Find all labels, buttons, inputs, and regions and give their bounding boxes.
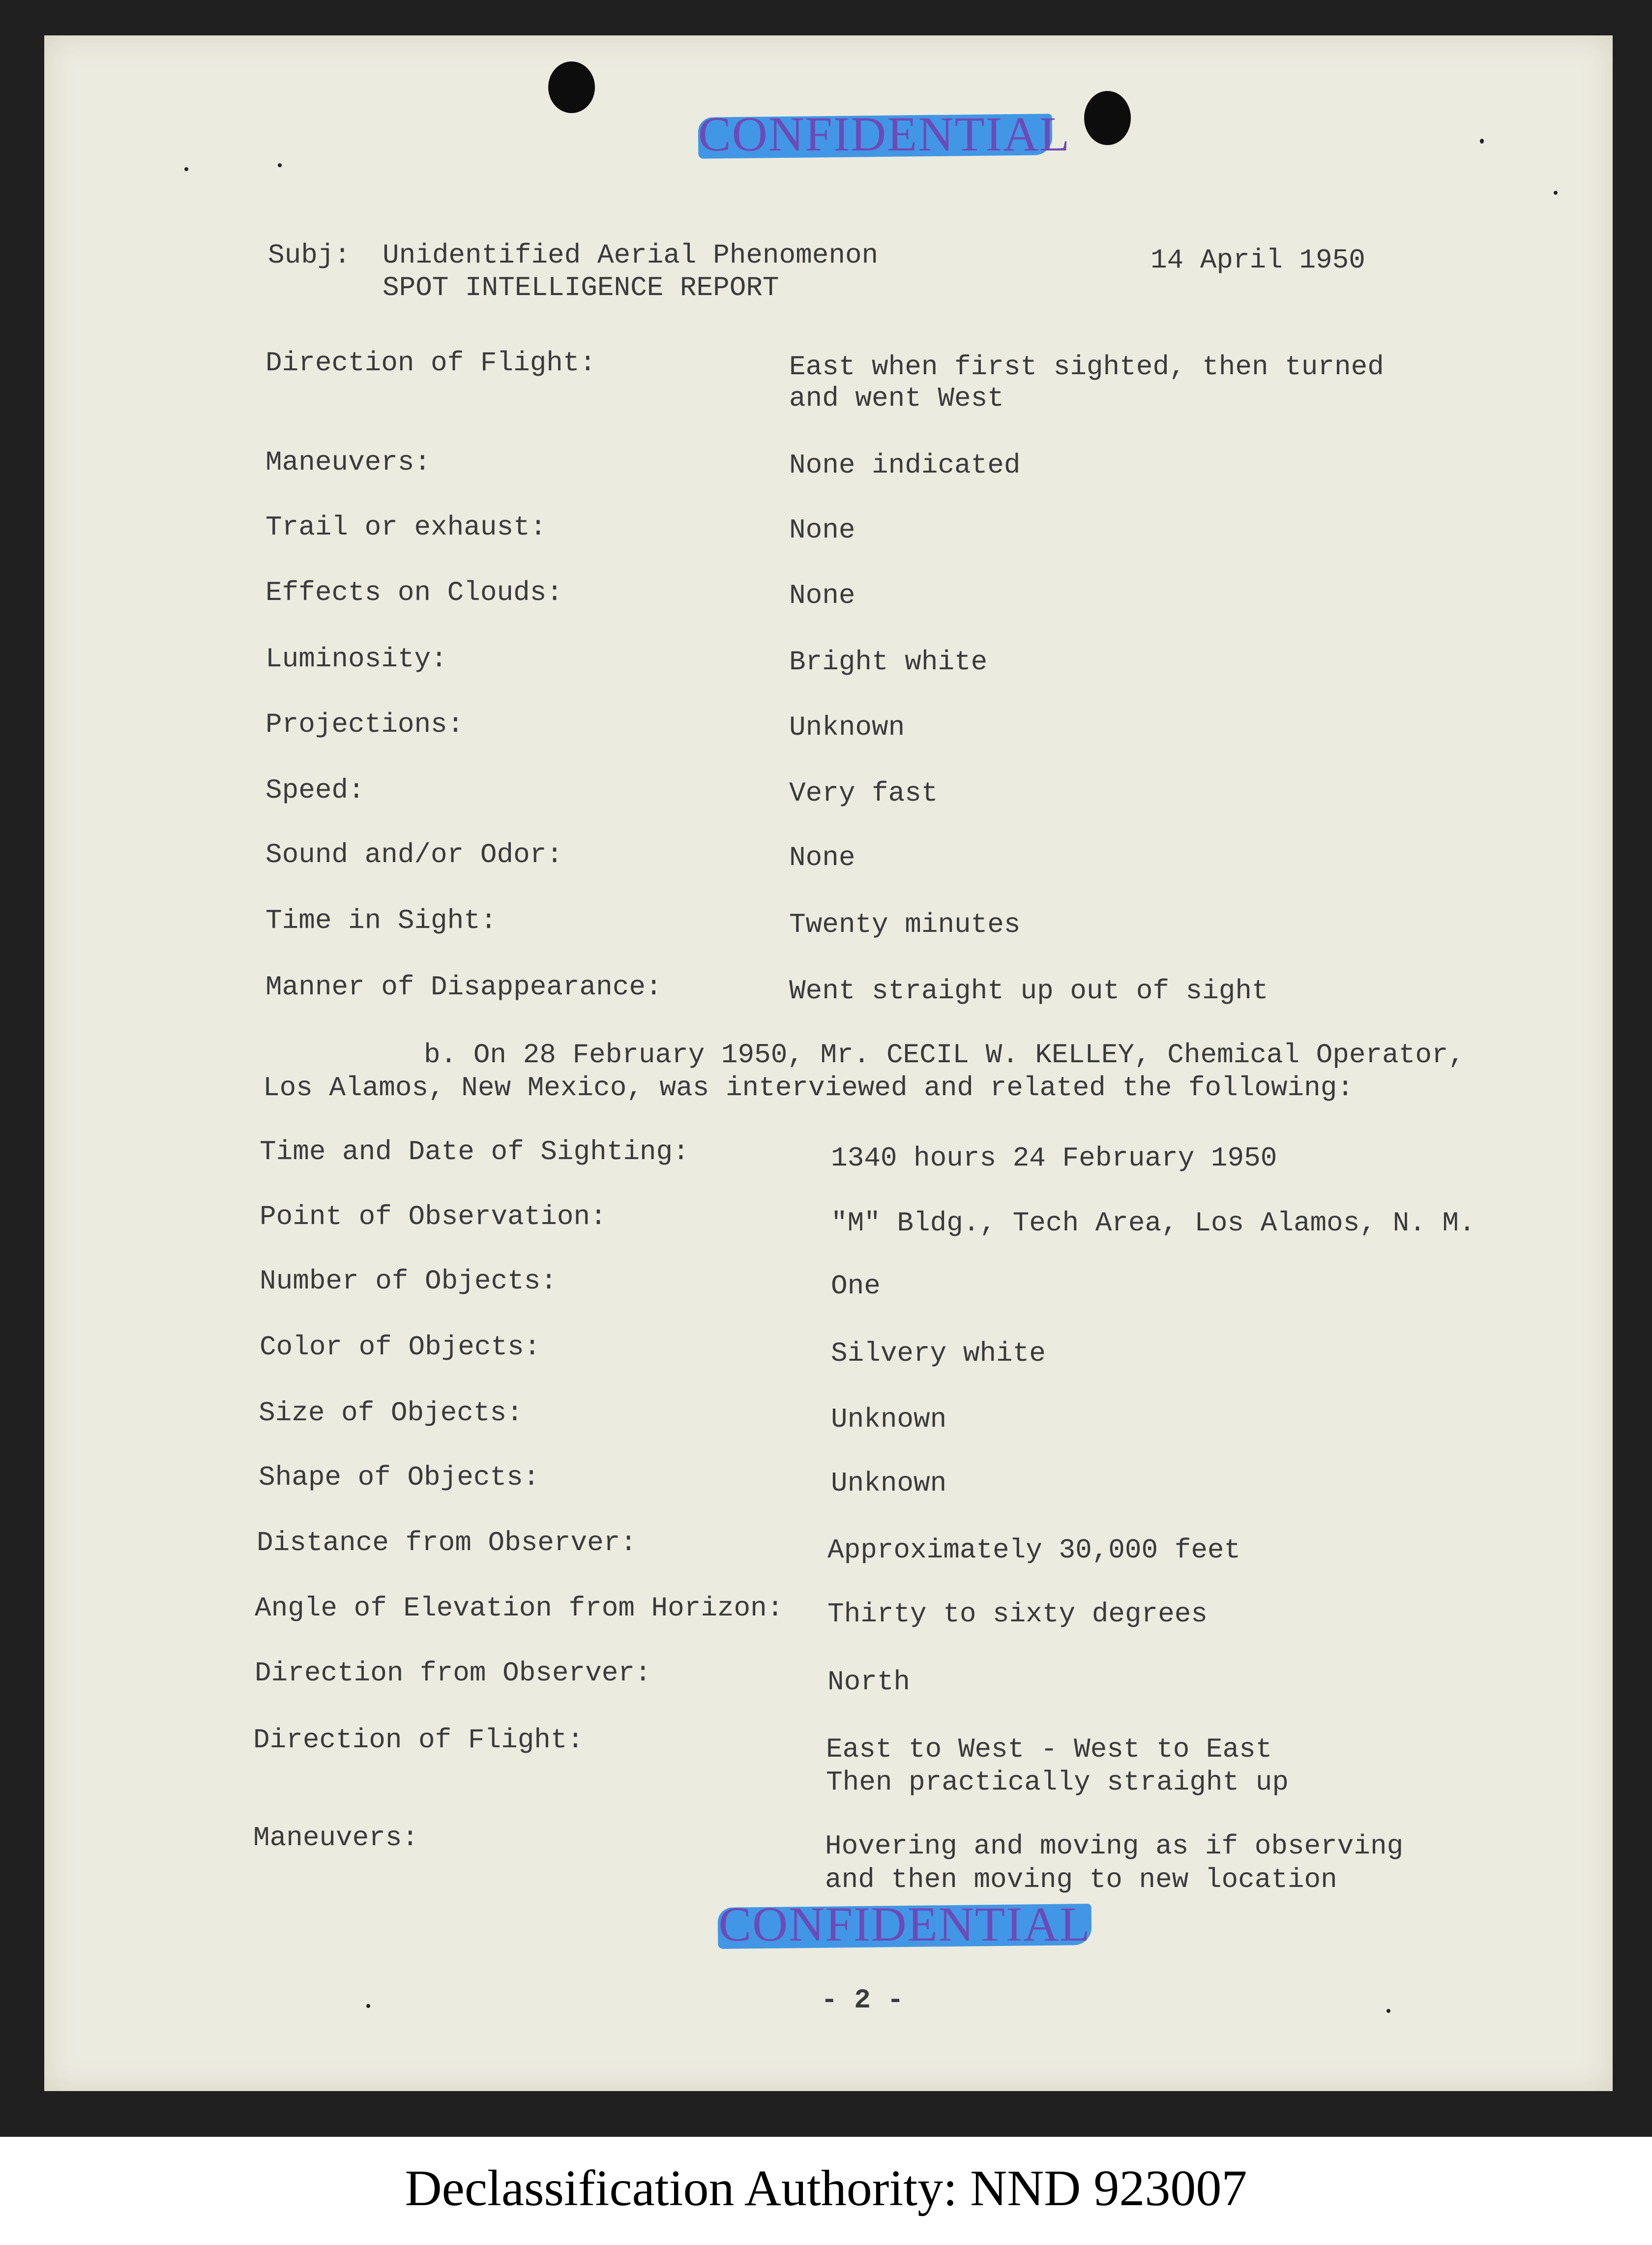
field-label: Luminosity: bbox=[266, 643, 447, 675]
speck bbox=[1480, 139, 1484, 144]
field-value: Unknown bbox=[789, 712, 905, 743]
field-value: Bright white bbox=[789, 646, 988, 678]
field-label: Trail or exhaust: bbox=[266, 511, 547, 543]
field-label: Speed: bbox=[266, 775, 365, 806]
field-value: None bbox=[789, 580, 856, 611]
field-label: Maneuvers: bbox=[266, 447, 431, 478]
declassification-footer: Declassification Authority: NND 923007 bbox=[405, 2160, 1247, 2216]
field-label: Direction of Flight: bbox=[266, 347, 596, 379]
stamp-text: CONFIDENTIAL bbox=[718, 1897, 1091, 1951]
confidential-stamp-top bbox=[698, 106, 1071, 161]
field-value: Unknown bbox=[831, 1404, 947, 1435]
field-value: Approximately 30,000 feet bbox=[827, 1534, 1241, 1566]
field-value: Very fast bbox=[789, 778, 938, 809]
subj-line-2: SPOT INTELLIGENCE REPORT bbox=[383, 272, 779, 303]
subj-line-1: Unidentified Aerial Phenomenon bbox=[383, 239, 879, 271]
field-value: Unknown bbox=[831, 1467, 947, 1499]
field-label: Sound and/or Odor: bbox=[266, 839, 563, 870]
field-value: One bbox=[831, 1270, 881, 1302]
report-date: 14 April 1950 bbox=[1150, 244, 1365, 276]
field-label: Time and Date of Sighting: bbox=[260, 1136, 689, 1167]
field-value-cont: and went West bbox=[789, 383, 1004, 414]
confidential-stamp-bottom bbox=[718, 1896, 1092, 1949]
field-value: None bbox=[789, 842, 856, 873]
paragraph-b-line-1: b. On 28 February 1950, Mr. CECIL W. KELLEY, Chemical Operator, bbox=[424, 1039, 1465, 1071]
field-value: Hovering and moving as if observing bbox=[825, 1830, 1404, 1862]
field-value: 1340 hours 24 February 1950 bbox=[831, 1142, 1277, 1174]
stamp-text: CONFIDENTIAL bbox=[698, 107, 1071, 161]
field-label: Direction of Flight: bbox=[253, 1724, 584, 1756]
field-value-cont: Then practically straight up bbox=[826, 1766, 1289, 1798]
speck bbox=[366, 2004, 370, 2008]
field-label: Angle of Elevation from Horizon: bbox=[255, 1592, 784, 1624]
punch-hole-left bbox=[548, 61, 595, 113]
field-value: East when first sighted, then turned bbox=[789, 351, 1384, 383]
field-label: Size of Objects: bbox=[259, 1397, 523, 1429]
field-label: Point of Observation: bbox=[260, 1201, 607, 1232]
field-label: Effects on Clouds: bbox=[266, 577, 563, 608]
field-value: North bbox=[827, 1666, 911, 1698]
field-value: None bbox=[789, 514, 856, 546]
field-value: "M" Bldg., Tech Area, Los Alamos, N. M. bbox=[831, 1207, 1475, 1239]
field-value: East to West - West to East bbox=[826, 1734, 1272, 1765]
field-label: Direction from Observer: bbox=[255, 1657, 651, 1689]
field-value: Thirty to sixty degrees bbox=[827, 1598, 1208, 1630]
field-label: Distance from Observer: bbox=[257, 1527, 637, 1558]
subj-label: Subj: bbox=[268, 239, 351, 271]
field-label: Manner of Disappearance: bbox=[266, 971, 662, 1003]
field-value: Went straight up out of sight bbox=[789, 975, 1268, 1007]
paragraph-b-line-2: Los Alamos, New Mexico, was interviewed and related the following: bbox=[263, 1072, 1354, 1104]
field-label: Projections: bbox=[266, 709, 464, 740]
field-label: Maneuvers: bbox=[253, 1822, 419, 1854]
field-label: Shape of Objects: bbox=[259, 1462, 540, 1493]
field-label: Color of Objects: bbox=[260, 1331, 541, 1363]
speck bbox=[184, 167, 188, 171]
page-number: - 2 - bbox=[821, 1984, 904, 2016]
field-label: Time in Sight: bbox=[266, 905, 497, 936]
speck bbox=[1554, 191, 1558, 195]
field-value: Silvery white bbox=[831, 1338, 1046, 1369]
field-value: None indicated bbox=[789, 449, 1021, 481]
punch-hole-right bbox=[1084, 91, 1131, 145]
speck bbox=[1386, 2009, 1390, 2013]
field-label: Number of Objects: bbox=[260, 1265, 557, 1297]
field-value: Twenty minutes bbox=[789, 909, 1021, 940]
speck bbox=[278, 163, 282, 167]
field-value-cont: and then moving to new location bbox=[825, 1864, 1337, 1895]
